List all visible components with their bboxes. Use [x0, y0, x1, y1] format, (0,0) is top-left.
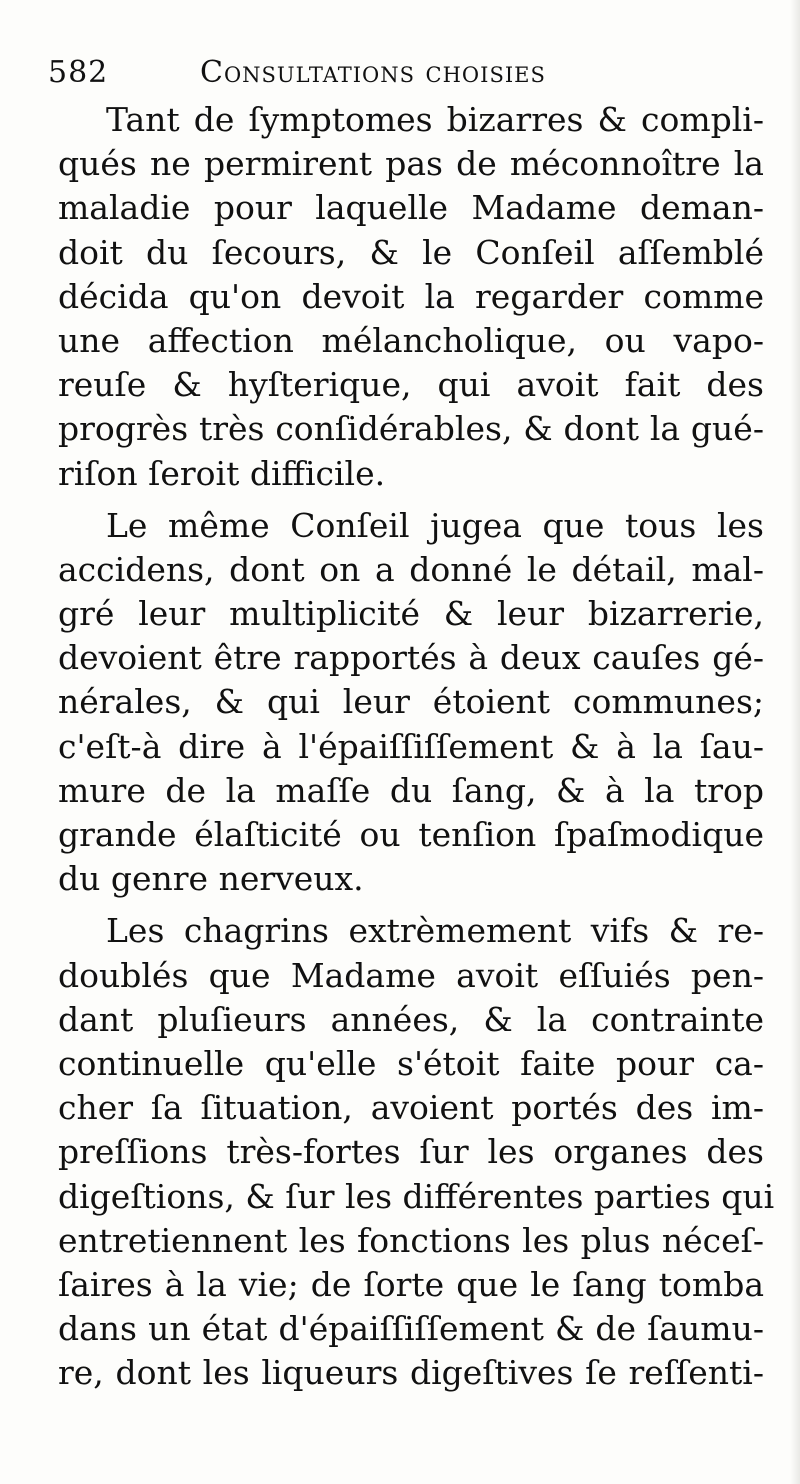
text-line: preſſions très-fortes ſur les organes des	[58, 1132, 764, 1172]
text-line: décida qu'on devoit la regarder comme	[58, 276, 764, 316]
paragraph	[58, 909, 775, 1395]
text-line: entretiennent les fonctions les plus néceſ-	[58, 1220, 764, 1260]
text-line: maladie pour laquelle Madame deman-	[58, 188, 764, 228]
paragraph-gap	[58, 901, 764, 909]
text-line: doit du ſecours, & le Conſeil aſſemblé	[58, 232, 764, 272]
body-text	[58, 98, 775, 1395]
page-edge-shadow	[790, 0, 800, 1484]
text-line: grande élaſticité ou tenſion ſpaſmodique	[58, 815, 764, 854]
text-line: progrès très conſidérables, & dont la gué-	[58, 409, 764, 449]
text-line: Les chagrins extrèmement vifs & re-	[106, 911, 764, 951]
text-line: Tant de ſymptomes bizarres & compli-	[106, 100, 764, 139]
page-header	[48, 48, 768, 98]
text-line: dant pluſieurs années, & la contrainte	[58, 999, 764, 1039]
text-line: une affection mélancholique, ou vapo-	[58, 320, 764, 360]
text-line: cher ſa ſituation, avoient portés des im-	[58, 1088, 764, 1128]
text-line: c'eſt-à dire à l'épaiſſiſſement & à la ſau-	[58, 726, 764, 766]
text-line: dans un état d'épaiſſiſſement & de ſaumu-	[58, 1309, 764, 1349]
text-line: ſaires à la vie; de ſorte que le ſang tomba	[58, 1264, 764, 1304]
running-title: Consultations choisies	[200, 55, 546, 90]
text-line: continuelle qu'elle s'étoit faite pour ca-	[58, 1043, 764, 1083]
text-line: digeſtions, & ſur les différentes parties qui	[58, 1176, 775, 1216]
text-line: reuſe & hyſterique, qui avoit fait des	[58, 365, 764, 405]
text-line: du genre nerveux.	[58, 859, 364, 899]
text-line: riſon ſeroit difficile.	[58, 453, 386, 493]
paragraph	[58, 98, 764, 496]
paragraph	[58, 504, 764, 902]
text-line: qués ne permirent pas de méconnoître la	[58, 144, 764, 184]
text-line: mure de la maſſe du ſang, & à la trop	[58, 770, 764, 810]
text-line: re, dont les liqueurs digeſtives ſe reſſenti-	[58, 1353, 764, 1393]
paragraph-gap	[58, 496, 764, 504]
text-line: accidens, dont on a donné le détail, mal-	[58, 549, 764, 589]
text-line: devoient être rapportés à deux cauſes gé-	[58, 638, 764, 678]
text-line: Le même Conſeil jugea que tous les	[106, 505, 764, 545]
text-line: doublés que Madame avoit eſſuiés pen-	[58, 955, 764, 995]
text-line: nérales, & qui leur étoient communes;	[58, 682, 764, 722]
text-line: gré leur multiplicité & leur bizarrerie,	[58, 594, 764, 634]
page-number: 582	[48, 55, 109, 90]
